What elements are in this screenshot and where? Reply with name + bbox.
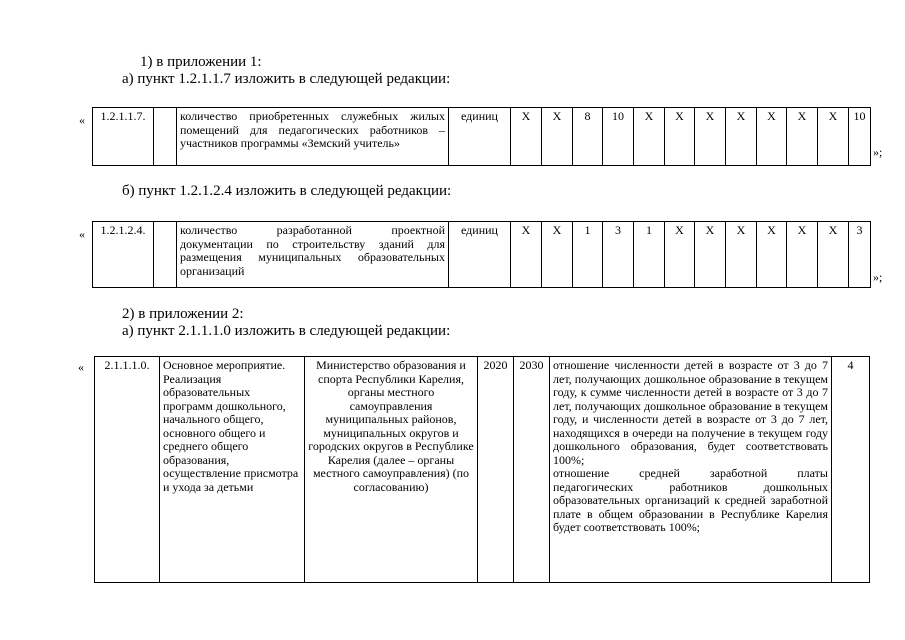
result-2-text: отношение средней заработной платы педагогических работников дошкольных образовательных организаций к средней заработной плате в общем образовании в Республике Карелия будет соответствовать 100%; xyxy=(553,466,828,534)
value-cell: 10 xyxy=(603,108,634,166)
value-cell: X xyxy=(511,222,542,288)
value-cell: X xyxy=(818,222,849,288)
value-cell: 10 xyxy=(849,108,871,166)
value-cell: 1 xyxy=(634,222,665,288)
value-cell: X xyxy=(787,108,818,166)
table-item-2-1-1-1-0 xyxy=(94,356,870,583)
value-cell: X xyxy=(511,108,542,166)
intro-item-1b: б) пункт 1.2.1.2.4 изложить в следующей редакции: xyxy=(122,183,452,199)
value-cell: X xyxy=(726,222,757,288)
table-item-1-2-1-1-7 xyxy=(92,107,871,166)
value-cell: X xyxy=(542,222,573,288)
executor-cell: Министерство образования и спорта Республики Карелия, органы местного самоуправления муниципальных районов, муниципальных округов и городских округов в Республике Карелия (далее – органы местного самоуправления) (по согласованию) xyxy=(305,357,478,583)
value-cell: X xyxy=(757,222,787,288)
value-cell: X xyxy=(695,108,726,166)
quote-open-2: « xyxy=(79,227,85,241)
row-unit: единиц xyxy=(449,108,511,166)
results-cell xyxy=(550,357,832,583)
value-cell: X xyxy=(787,222,818,288)
row-code: 2.1.1.1.0. xyxy=(95,357,160,583)
value-cell: X xyxy=(665,222,695,288)
value-cell: 1 xyxy=(573,222,603,288)
row-description: количество разработанной проектной документации по строительству зданий для размещения муниципальных образовательных организаций xyxy=(177,222,449,288)
value-cell: 3 xyxy=(849,222,871,288)
start-year-cell: 2020 xyxy=(478,357,514,583)
value-cell: X xyxy=(665,108,695,166)
main-event-cell: Основное мероприятие. Реализация образовательных программ дошкольного, начального общего, основного общего и среднего общего образования, осуществление присмотра и ухода за детьми xyxy=(160,357,305,583)
value-cell: X xyxy=(757,108,787,166)
row-code: 1.2.1.2.4. xyxy=(93,222,154,288)
intro-item-1: 1) в приложении 1: xyxy=(140,54,262,70)
table-item-1-2-1-2-4 xyxy=(92,221,871,288)
value-cell: X xyxy=(726,108,757,166)
indicator-number-cell: 4 xyxy=(832,357,870,583)
row-blank-cell xyxy=(154,108,177,166)
row-description: количество приобретенных служебных жилых помещений для педагогических работников – участников программы «Земский учитель» xyxy=(177,108,449,166)
row-unit: единиц xyxy=(449,222,511,288)
quote-close-1: »; xyxy=(873,145,883,159)
value-cell: 3 xyxy=(603,222,634,288)
quote-open-3: « xyxy=(78,360,84,374)
quote-close-2: »; xyxy=(873,270,883,284)
value-cell: X xyxy=(695,222,726,288)
quote-open-1: « xyxy=(79,113,85,127)
value-cell: X xyxy=(818,108,849,166)
value-cell: X xyxy=(542,108,573,166)
end-year-cell: 2030 xyxy=(514,357,550,583)
result-1-text: отношение численности детей в возрасте от 3 до 7 лет, получающих дошкольное образование в текущем году, к сумме численности детей в возрасте от 3 до 7 лет, получающих дошкольное образование в текущем году, и численности детей в возрасте от 3 до 7 лет, находящихся в очереди на получение в текущем году дошкольного образования, будет соответствовать 100%; xyxy=(553,358,828,467)
row-code: 1.2.1.1.7. xyxy=(93,108,154,166)
intro-item-1a: а) пункт 1.2.1.1.7 изложить в следующей редакции: xyxy=(122,71,451,87)
value-cell: 8 xyxy=(573,108,603,166)
value-cell: X xyxy=(634,108,665,166)
intro-item-2a: а) пункт 2.1.1.1.0 изложить в следующей редакции: xyxy=(122,323,451,339)
intro-item-2: 2) в приложении 2: xyxy=(122,306,244,322)
row-blank-cell xyxy=(154,222,177,288)
